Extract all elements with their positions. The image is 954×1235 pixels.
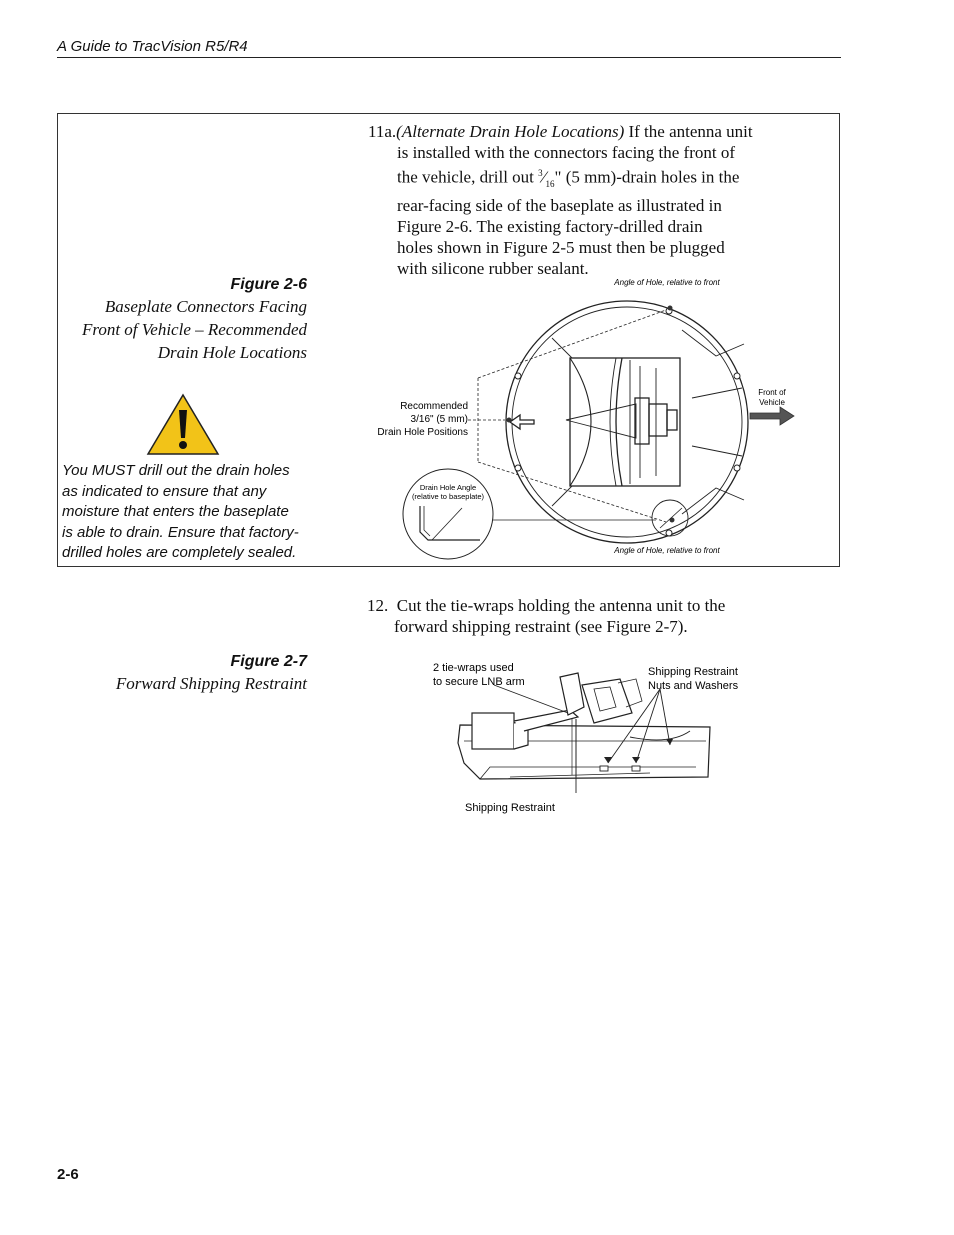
caption-line: Baseplate Connectors Facing — [104, 297, 307, 316]
front-label-1: Front of — [758, 388, 786, 397]
caption-line: Forward Shipping Restraint — [115, 674, 307, 693]
header-rule — [57, 57, 841, 58]
lnb-box — [472, 713, 514, 749]
rec-label-3: Drain Hole Positions — [377, 427, 468, 438]
shipping-restraint-diagram — [420, 655, 760, 820]
page-number: 2-6 — [57, 1166, 79, 1183]
angle-label-bottom: Angle of Hole, relative to front — [614, 546, 720, 555]
step-text: Figure 2-6. The existing factory-drilled drain — [397, 217, 703, 237]
warning-line: You MUST drill out the drain holes — [62, 462, 290, 479]
restraint-nut — [632, 766, 640, 771]
drain-hole-left — [507, 418, 512, 423]
tiewrap-label-1: 2 tie-wraps used — [433, 662, 514, 674]
dish-frame — [570, 358, 680, 486]
rec-label-1: Recommended — [400, 401, 468, 412]
nuts-label-1: Shipping Restraint — [648, 666, 738, 678]
step-number: 11a. — [368, 122, 397, 141]
fraction-denominator: 16 — [545, 179, 555, 190]
warning-line: drilled holes are completely sealed. — [62, 544, 297, 561]
step-italic-lead: (Alternate Drain Hole Locations) — [396, 122, 625, 141]
reflector-curve — [616, 358, 622, 486]
caption-line: Front of Vehicle – Recommended — [81, 320, 307, 339]
baseplate-diagram — [360, 270, 810, 565]
step-text: with silicone rubber sealant. — [397, 259, 589, 279]
arrow-left-icon — [510, 415, 534, 429]
step-number: 12. — [367, 596, 389, 615]
lnb-arm — [566, 404, 636, 438]
step-12 — [367, 595, 807, 637]
drain-hole-top — [668, 306, 673, 311]
front-arrow-icon — [750, 407, 794, 425]
figure-title: Figure 2-7 — [230, 653, 307, 670]
step-text: " (5 mm)-drain holes in the — [554, 167, 740, 187]
tiewrap-label-2: to secure LNB arm — [433, 676, 525, 688]
rec-label-2: 3/16" (5 mm) — [410, 414, 468, 425]
feed-assembly — [582, 679, 632, 723]
figure-2-6-caption — [60, 276, 307, 364]
step-text: holes shown in Figure 2-5 must then be plugged — [397, 238, 725, 258]
center-block — [635, 398, 649, 444]
running-header: A Guide to TracVision R5/R4 — [57, 38, 248, 55]
step-text: is installed with the connectors facing the front of — [397, 143, 736, 162]
figure-title: Figure 2-6 — [230, 276, 307, 293]
step-11a: 11a.(Alternate Drain Hole Locations) If the antenna unit is installed with the connectors facing the front of the vehicle, drill out $^3⁄_{16}$" (5 mm)-drain holes in the rear-facing side of the baseplate as illustrated in Figure 2-6. The existing factory-drilled drain holes shown in Figure 2-5 must then be plugged with silicone rubber sealant. — [368, 122, 753, 279]
baseplate-outer-ring — [506, 301, 748, 543]
nuts-label-2: Nuts and Washers — [648, 680, 739, 692]
step-text: forward shipping restraint (see Figure 2-7). — [394, 617, 688, 636]
inset-label-1: Drain Hole Angle — [419, 483, 477, 492]
fraction-numerator: 3 — [538, 168, 543, 178]
step-text: rear-facing side of the baseplate as illustrated in — [397, 196, 722, 216]
step-text: the vehicle, drill out — [397, 167, 539, 187]
caption-line: Drain Hole Locations — [157, 343, 307, 362]
warning-line: is able to drain. Ensure that factory- — [62, 523, 299, 541]
restraint-nut — [600, 766, 608, 771]
angle-label-top: Angle of Hole, relative to front — [614, 278, 720, 287]
warning-icon — [146, 393, 220, 456]
step-text: If the antenna unit — [624, 122, 753, 141]
inset-label-2: (relative to baseplate) — [411, 492, 485, 501]
figure-2-7-caption — [60, 653, 307, 695]
restraint-label: Shipping Restraint — [465, 802, 555, 814]
step-text: Cut the tie-wraps holding the antenna unit to the — [396, 596, 726, 615]
warning-line: moisture that enters the baseplate — [62, 503, 289, 520]
front-label-2: Vehicle — [759, 398, 785, 407]
warning-text — [62, 461, 320, 564]
baseplate-inner-ring — [512, 307, 742, 537]
warning-line: as indicated to ensure that any — [62, 482, 267, 500]
